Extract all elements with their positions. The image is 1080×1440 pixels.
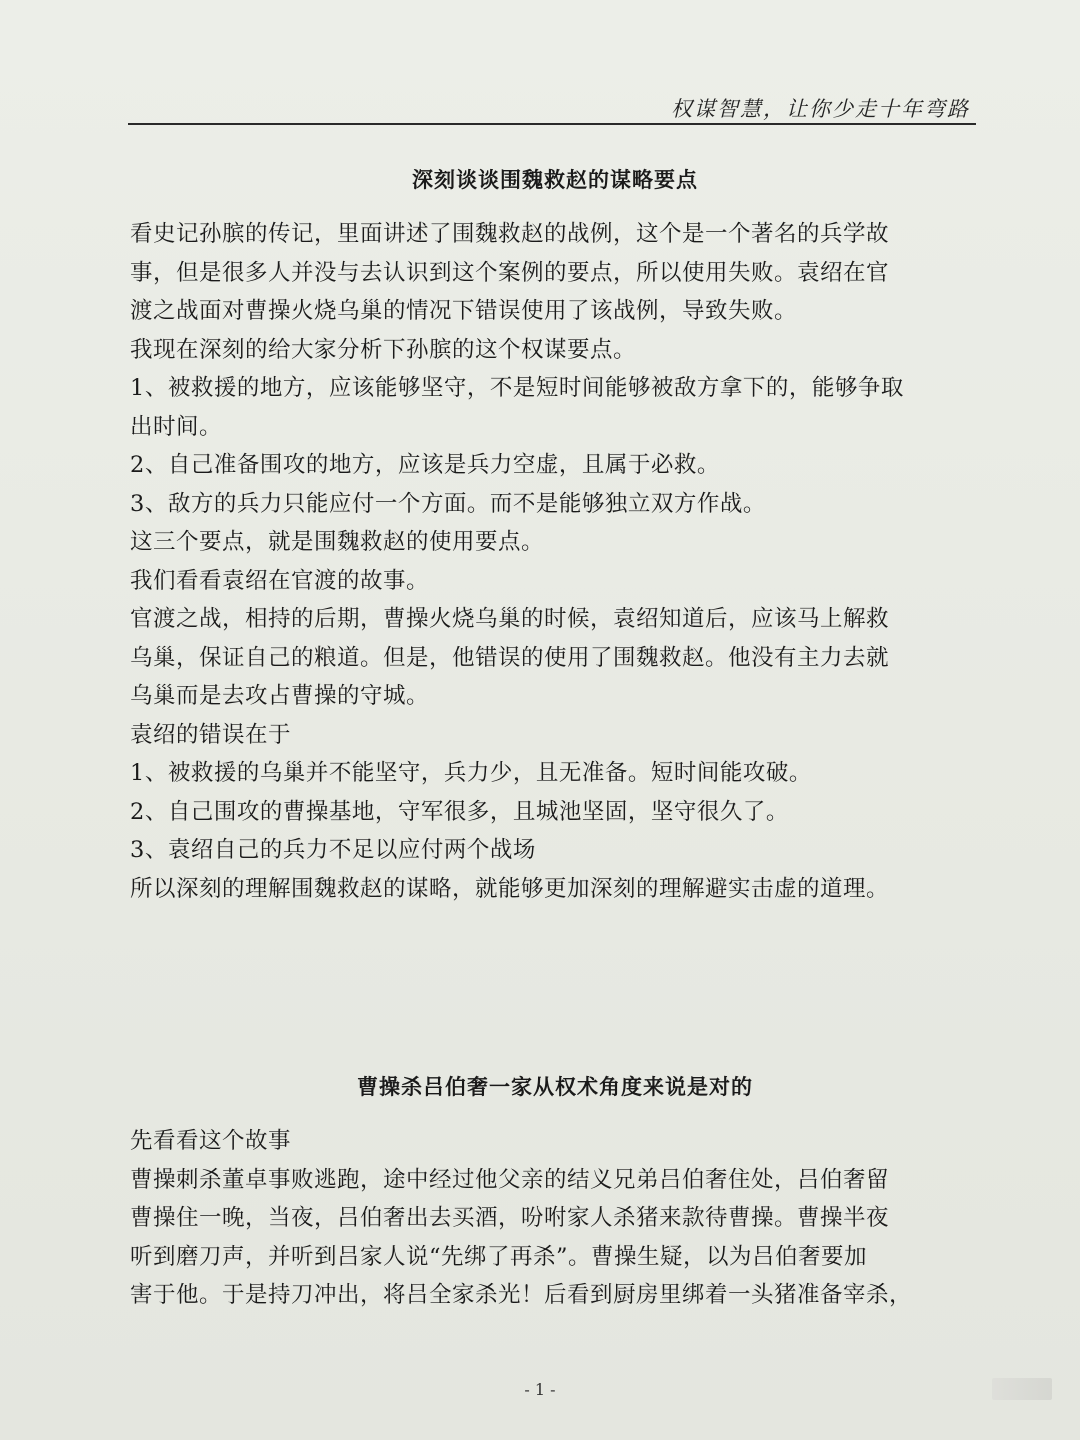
text-line: 乌巢，保证自己的粮道。但是，他错误的使用了围魏救赵。他没有主力去就 <box>130 644 890 671</box>
text-line: 出时间。 <box>130 413 223 440</box>
text-line: 2、自己围攻的曹操基地，守军很多，且城池坚固，坚守很久了。 <box>130 798 789 825</box>
text-line: 害于他。于是持刀冲出，将吕全家杀光！后看到厨房里绑着一头猪准备宰杀， <box>130 1282 913 1308</box>
text-line: 曹操刺杀董卓事败逃跑，途中经过他父亲的结义兄弟吕伯奢住处，吕伯奢留 <box>130 1166 890 1193</box>
section-lv-boshe <box>130 1072 980 1315</box>
corner-smudge <box>992 1378 1052 1400</box>
running-header: 权谋智慧，让你少走十年弯路 <box>671 97 970 121</box>
section-title: 曹操杀吕伯奢一家从权术角度来说是对的 <box>357 1075 753 1099</box>
text-line: 袁绍的错误在于 <box>130 721 292 748</box>
page-number: - 1 - <box>524 1380 556 1399</box>
text-line: 事，但是很多人并没与去认识到这个案例的要点，所以使用失败。袁绍在官 <box>130 259 890 286</box>
text-line: 官渡之战，相持的后期，曹操火烧乌巢的时候，袁绍知道后，应该马上解救 <box>130 606 890 632</box>
text-line: 听到磨刀声，并听到吕家人说“先绑了再杀”。曹操生疑，以为吕伯奢要加 <box>130 1243 868 1270</box>
text-line: 看史记孙膑的传记，里面讲述了围魏救赵的战例，这个是一个著名的兵学故 <box>130 221 890 247</box>
text-line: 这三个要点，就是围魏救赵的使用要点。 <box>130 529 545 555</box>
text-line: 我现在深刻的给大家分析下孙膑的这个权谋要点。 <box>130 336 637 363</box>
text-line: 曹操住一晚，当夜，吕伯奢出去买酒，吩咐家人杀猪来款待曹操。曹操半夜 <box>130 1205 890 1231</box>
text-line: 3、袁绍自己的兵力不足以应付两个战场 <box>130 837 536 863</box>
text-line: 所以深刻的理解围魏救赵的谋略，就能够更加深刻的理解避实击虚的道理。 <box>130 875 890 902</box>
section-title: 深刻谈谈围魏救赵的谋略要点 <box>412 168 698 192</box>
text-line: 1、被救援的乌巢并不能坚守，兵力少，且无准备。短时间能攻破。 <box>130 760 812 786</box>
text-line: 2、自己准备围攻的地方，应该是兵力空虚，且属于必救。 <box>130 452 720 478</box>
section-weiwei-jiuzhao <box>130 165 980 908</box>
text-line: 渡之战面对曹操火烧乌巢的情况下错误使用了该战例，导致失败。 <box>130 298 798 324</box>
text-line: 3、敌方的兵力只能应付一个方面。而不是能够独立双方作战。 <box>130 490 766 517</box>
text-line: 先看看这个故事 <box>130 1128 292 1154</box>
header-rule <box>128 123 976 125</box>
text-line: 我们看看袁绍在官渡的故事。 <box>130 567 430 594</box>
text-line: 1、被救援的地方，应该能够坚守，不是短时间能够被敌方拿下的，能够争取 <box>130 375 904 401</box>
text-line: 乌巢而是去攻占曹操的守城。 <box>130 683 430 709</box>
